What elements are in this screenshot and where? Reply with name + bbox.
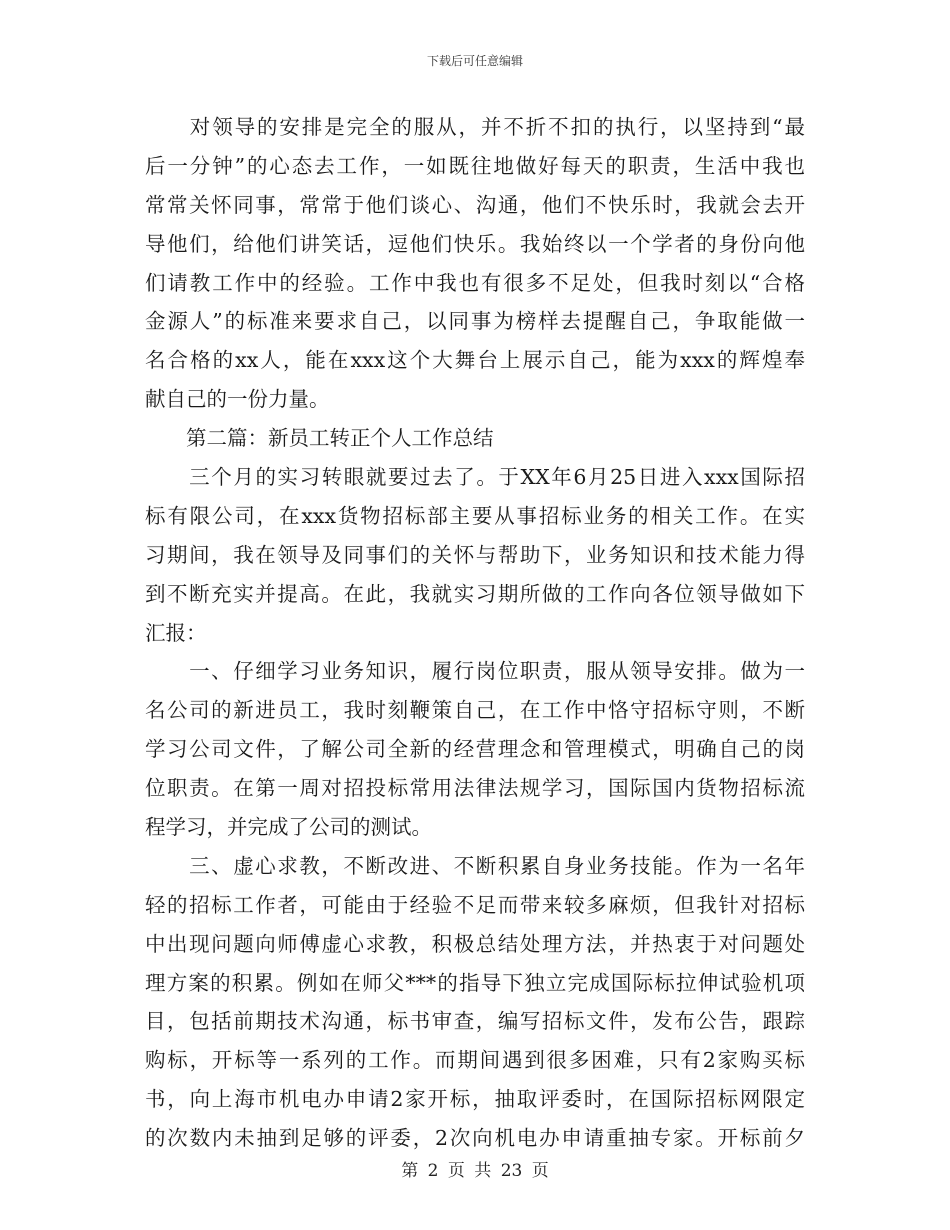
text-line: 三、虚心求教，不断改进、不断积累自身业务技能。作为一名年	[145, 853, 805, 878]
text-line: 轻的招标工作者，可能由于经验不足而带来较多麻烦，但我针对招标	[145, 892, 805, 917]
text-line: 后一分钟”的心态去工作，一如既往地做好每天的职责，生活中我也	[145, 153, 805, 178]
text-line: 导他们，给他们讲笑话，逗他们快乐。我始终以一个学者的身份向他	[145, 231, 805, 256]
text-line: 到不断充实并提高。在此，我就实习期所做的工作向各位领导做如下	[145, 581, 805, 606]
text-line: 三个月的实习转眼就要过去了。于XX年6月25日进入xxx国际招	[145, 465, 805, 490]
text-line: 汇报：	[145, 620, 207, 645]
text-line: 标有限公司，在xxx货物招标部主要从事招标业务的相关工作。在实	[145, 503, 805, 528]
text-line: 一、仔细学习业务知识，履行岗位职责，服从领导安排。做为一	[145, 659, 805, 684]
text-line: 常常关怀同事，常常于他们谈心、沟通，他们不快乐时，我就会去开	[145, 192, 805, 217]
text-line: 金源人”的标准来要求自己，以同事为榜样去提醒自己，争取能做一	[145, 309, 805, 334]
text-line: 对领导的安排是完全的服从，并不折不扣的执行，以坚持到“最	[145, 115, 805, 139]
text-line: 目，包括前期技术沟通，标书审查，编写招标文件，发布公告，跟踪	[145, 1009, 805, 1034]
page-header: 下载后可任意编辑	[426, 54, 523, 68]
text-line: 中出现问题向师傅虚心求教，积极总结处理方法，并热衷于对问题处	[145, 931, 805, 956]
document-body	[145, 108, 805, 1158]
text-line: 位职责。在第一周对招投标常用法律法规学习，国际国内货物招标流	[145, 776, 805, 801]
text-line: 理方案的积累。例如在师父***的指导下独立完成国际标拉伸试验机项	[145, 970, 805, 995]
text-line: 书，向上海市机电办申请2家开标，抽取评委时，在国际招标网限定	[145, 1087, 805, 1112]
text-line: 们请教工作中的经验。工作中我也有很多不足处，但我时刻以“合格	[145, 270, 805, 295]
text-line: 名合格的xx人，能在xxx这个大舞台上展示自己，能为xxx的辉煌奉	[145, 348, 805, 373]
page-footer: 第 2 页 共 23 页	[401, 1161, 549, 1181]
text-line: 购标，开标等一系列的工作。而期间遇到很多困难，只有2家购买标	[145, 1048, 805, 1073]
text-line: 的次数内未抽到足够的评委，2次向机电办申请重抽专家。开标前夕	[145, 1126, 805, 1151]
text-line: 名公司的新进员工，我时刻鞭策自己，在工作中恪守招标守则，不断	[145, 698, 805, 723]
text-line: 第二篇：新员工转正个人工作总结	[145, 426, 494, 451]
text-line: 习期间，我在领导及同事们的关怀与帮助下，业务知识和技术能力得	[145, 542, 805, 567]
text-line: 程学习，并完成了公司的测试。	[145, 815, 432, 840]
text-line: 学习公司文件，了解公司全新的经营理念和管理模式，明确自己的岗	[145, 737, 805, 762]
text-line: 献自己的一份力量。	[145, 387, 330, 412]
